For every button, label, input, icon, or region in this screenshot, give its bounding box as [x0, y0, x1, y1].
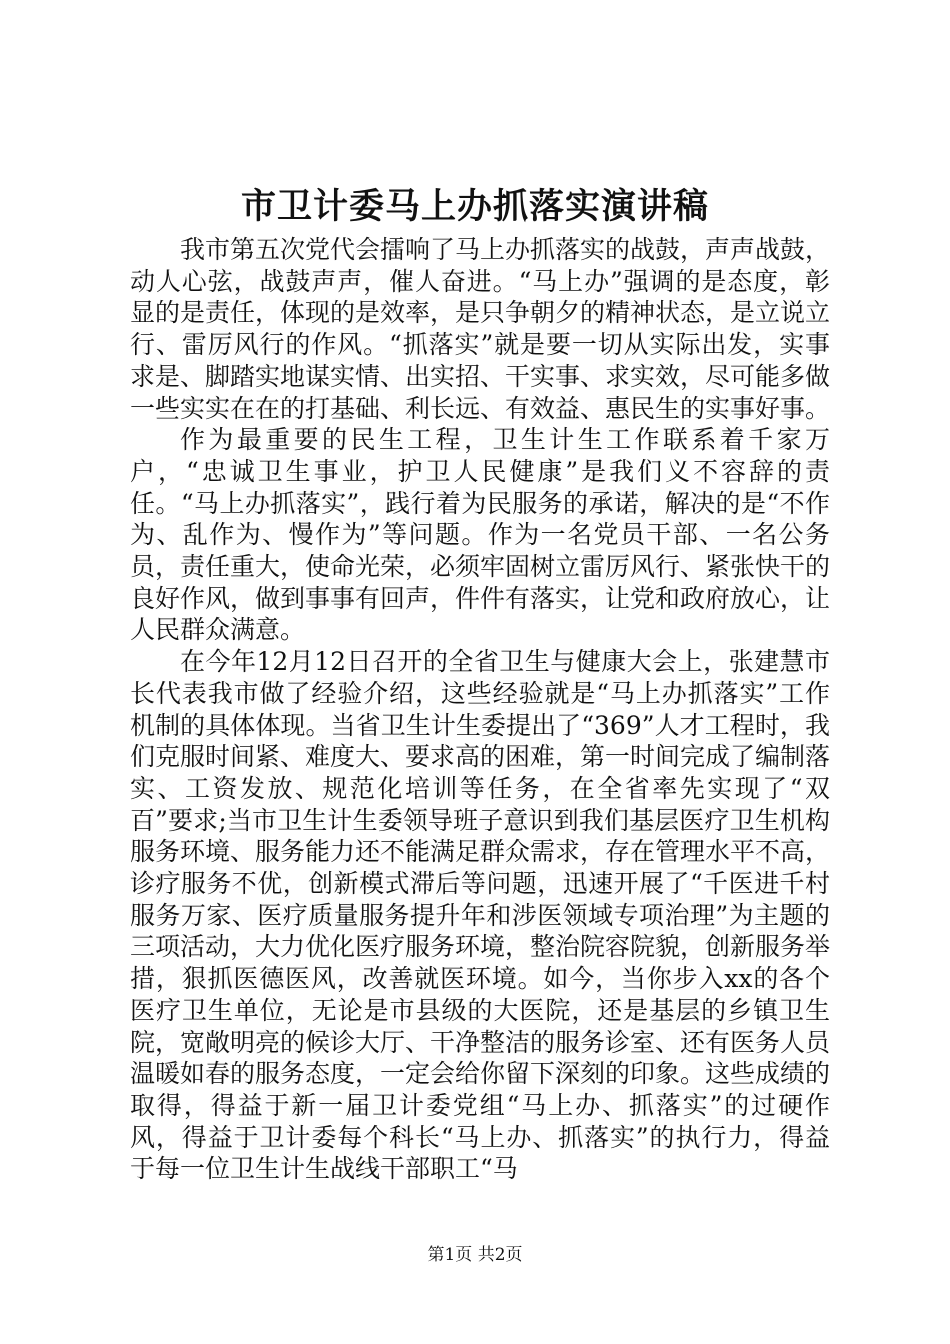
page-footer: 第1页 共2页 — [427, 1245, 523, 1265]
paragraph-1: 我市第五次党代会擂响了马上办抓落实的战鼓，声声战鼓，动人心弦，战鼓声声，催人奋进。“马上办”强调的是态度，彰显的是责任，体现的是效率，是只争朝夕的精神状态，是立说立行、雷厉风行的作风。“抓落实”就是要一切从实际出发，实事求是、脚踏实地谋实情、出实招、干实事、求实效，尽可能多做一些实实在在的打基础、利长远、有效益、惠民生的实事好事。 — [130, 235, 831, 423]
paragraph-2: 作为最重要的民生工程，卫生计生工作联系着千家万户，“忠诚卫生事业，护卫人民健康”是我们义不容辞的责任。“马上办抓落实”，践行着为民服务的承诺，解决的是“不作为、乱作为、慢作为”等问题。作为一名党员干部、一名公务员，责任重大，使命光荣，必须牢固树立雷厉风行、紧张快干的良好作风，做到事事有回声，件件有落实，让党和政府放心，让人民群众满意。 — [130, 425, 831, 645]
document-title: 市卫计委马上办抓落实演讲稿 — [240, 186, 709, 227]
paragraph-3: 在今年12月12日召开的全省卫生与健康大会上，张建慧市长代表我市做了经验介绍，这些经验就是“马上办抓落实”工作机制的具体体现。当省卫生计生委提出了“369”人才工程时，我们克服时间紧、难度大、要求高的困难，第一时间完成了编制落实、工资发放、规范化培训等任务，在全省率先实现了“双百”要求;当市卫生计生委领导班子意识到我们基层医疗卫生机构服务环境、服务能力还不能满足群众需求，存在管理水平不高，诊疗服务不优，创新模式滞后等问题，迅速开展了“千医进千村服务万家、医疗质量服务提升年和涉医领域专项治理”为主题的三项活动，大力优化医疗服务环境，整治院容院貌，创新服务举措，狠抓医德医风，改善就医环境。如今，当你步入xx的各个医疗卫生单位，无论是市县级的大医院，还是基层的乡镇卫生院，宽敞明亮的候诊大厅、干净整洁的服务诊室、还有医务人员温暖如春的服务态度，一定会给你留下深刻的印象。这些成绩的取得，得益于新一届卫计委党组“马上办、抓落实”的过硬作风，得益于卫计委每个科长“马上办、抓落实”的执行力，得益于每一位卫生计生战线干部职工“马 — [130, 647, 831, 1184]
document-body — [130, 234, 830, 1185]
